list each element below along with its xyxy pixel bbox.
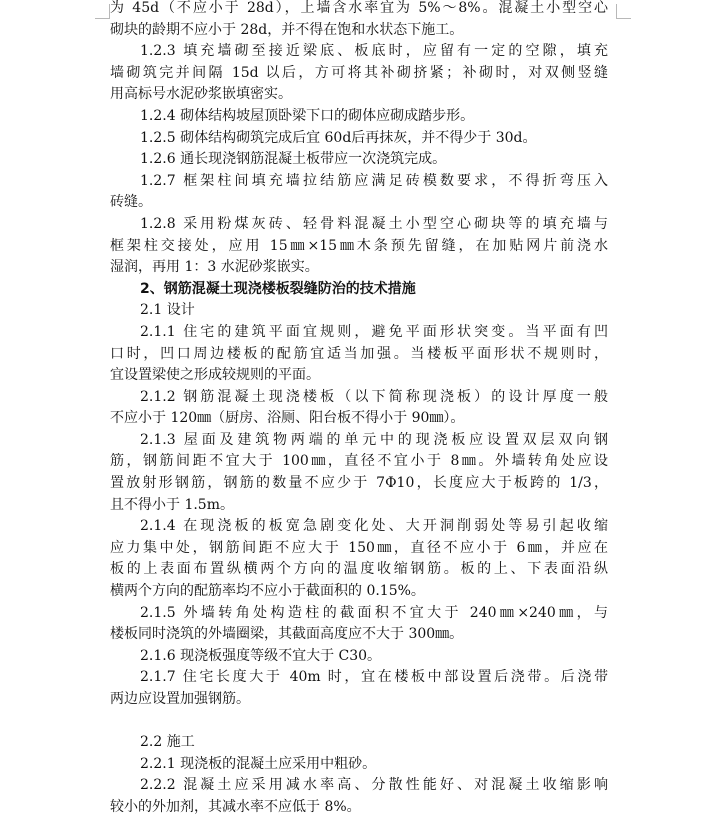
text-line: 湿润，再用 1：3 水泥砂浆嵌实。 xyxy=(110,259,319,276)
document-body xyxy=(110,0,608,819)
text-line: 筋，钢筋间距不宜大于 100㎜，直径不宜小于 8㎜。外墙转角处应设 xyxy=(110,453,608,470)
text-line: 砖缝。 xyxy=(110,194,152,211)
text-line: 2.1.6 现浇板强度等级不宜大于 C30。 xyxy=(140,647,382,664)
blank-line xyxy=(110,711,608,733)
text-line: 砌块的龄期不应小于 28d，并不得在饱和水状态下施工。 xyxy=(110,21,464,38)
text-line: 2.1.7 住宅长度大于 40m 时，宜在楼板中部设置后浇带。后浇带 xyxy=(140,669,608,686)
text-line: 1.2.6 通长现浇钢筋混凝土板带应一次浇筑完成。 xyxy=(140,151,447,168)
text-line: 口时，凹口周边楼板的配筋宜适当加强。当楼板平面形状不规则时， xyxy=(110,345,608,362)
text-line: 应力集中处，钢筋间距不应大于 150㎜，直径不应小于 6㎜，并应在 xyxy=(110,539,608,556)
text-line: 较小的外加剂，其减水率不应低于 8%。 xyxy=(110,798,361,815)
text-line: 2.2.1 现浇板的混凝土应采用中粗砂。 xyxy=(140,755,377,772)
text-line: 为 45d（不应小于 28d），上墙含水率宜为 5%～8%。混凝土小型空心 xyxy=(110,0,608,16)
text-line: 横两个方向的配筋率均不应小于截面积的 0.15%。 xyxy=(110,583,425,600)
text-line: 2.1.3 屋面及建筑物两端的单元中的现浇板应设置双层双向钢 xyxy=(140,431,608,448)
text-line: 2.1.4 在现浇板的板宽急剧变化处、大开洞削弱处等易引起收缩 xyxy=(140,518,608,535)
text-line: 两边应设置加强钢筋。 xyxy=(110,691,250,707)
page-corner-mark-left xyxy=(95,4,110,19)
text-line: 1.2.8 采用粉煤灰砖、轻骨料混凝土小型空心砌块等的填充墙与 xyxy=(140,215,608,232)
text-line: 框架柱交接处，应用 15㎜×15㎜木条预先留缝，在加贴网片前浇水 xyxy=(110,237,608,254)
text-line: 2.1 设计 xyxy=(140,302,195,319)
text-line: 2.2.2 混凝土应采用减水率高、分散性能好、对混凝土收缩影响 xyxy=(140,777,608,794)
text-line: 1.2.4 砌体结构坡屋顶卧梁下口的砌体应砌成踏步形。 xyxy=(140,107,475,124)
text-line: 1.2.7 框架柱间填充墙拉结筋应满足砖模数要求，不得折弯压入 xyxy=(140,172,608,189)
text-line: 1.2.3 填充墙砌至接近梁底、板底时，应留有一定的空隙，填充 xyxy=(140,43,608,60)
text-line: 2.1.2 钢筋混凝土现浇楼板（以下简称现浇板）的设计厚度一般 xyxy=(140,388,608,405)
text-line: 2.1.1 住宅的建筑平面宜规则，避免平面形状突变。当平面有凹 xyxy=(140,323,608,340)
text-line: 1.2.5 砌体结构砌筑完成后宜 60d后再抹灰，并不得少于 30d。 xyxy=(140,129,537,146)
text-line: 墙砌筑完并间隔 15d 以后，方可将其补砌挤紧；补砌时，对双侧竖缝 xyxy=(110,64,608,81)
text-line: 2.2 施工 xyxy=(140,734,195,751)
text-line: 用高标号水泥砂浆嵌填密实。 xyxy=(110,86,292,103)
text-line: 2.1.5 外墙转角处构造柱的截面积不宜大于 240㎜×240㎜，与 xyxy=(140,604,608,621)
text-line: 且不得小于 1.5m。 xyxy=(110,496,234,513)
text-line: 置放射形钢筋，钢筋的数量不应少于 7Φ10，长度应大于板跨的 1/3， xyxy=(110,475,608,492)
text-line: 不应小于 120㎜（厨房、浴厕、阳台板不得小于 90㎜）。 xyxy=(110,410,465,427)
section-heading: 2、钢筋混凝土现浇楼板裂缝防治的技术措施 xyxy=(140,280,416,297)
text-line: 楼板同时浇筑的外墙圈梁，其截面高度应不大于 300㎜。 xyxy=(110,626,464,643)
text-line: 板的上表面布置纵横两个方向的温度收缩钢筋。板的上、下表面沿纵 xyxy=(110,561,608,578)
text-line: 宜设置梁使之形成较规则的平面。 xyxy=(110,367,320,384)
page-corner-mark-right xyxy=(616,4,631,19)
